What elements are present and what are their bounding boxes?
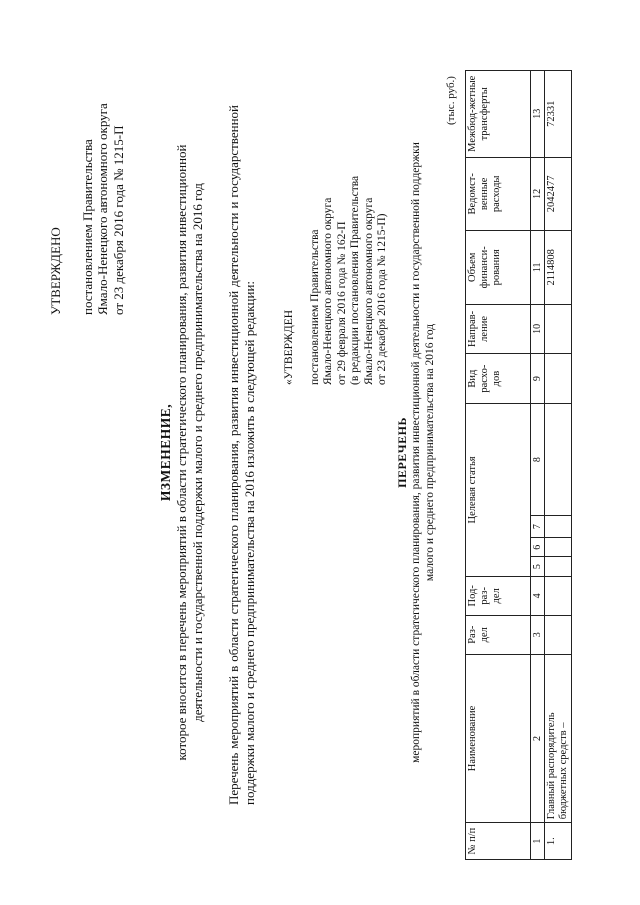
column-number: 13 bbox=[531, 71, 545, 158]
row-transfers: 72331 bbox=[545, 71, 572, 158]
unit-note: (тыс. руб.) bbox=[445, 76, 457, 125]
table-number-row bbox=[531, 71, 545, 860]
change-title bbox=[158, 0, 205, 905]
row-name: Главный распорядитель бюджетных средств – bbox=[545, 654, 572, 823]
header-transfers: Межбюд-жетные трансферты bbox=[466, 71, 531, 158]
approval-line: постановлением Правительства bbox=[79, 139, 95, 315]
column-number: 9 bbox=[531, 354, 545, 404]
change-heading: ИЗМЕНЕНИЕ, bbox=[158, 403, 173, 502]
change-subtitle-line: которое вносится в перечень мероприятий в области стратегического планирования, развития инвестиционной bbox=[174, 144, 189, 761]
list-subtitle-line: мероприятий в области стратегического планирования, развития инвестиционной деятельности и государственной поддержки bbox=[410, 142, 422, 763]
header-direction: Направ-ление bbox=[466, 304, 531, 354]
funding-table bbox=[465, 70, 572, 860]
row-direction bbox=[545, 304, 572, 354]
row-num: 1. bbox=[545, 823, 572, 860]
table-row bbox=[545, 71, 572, 860]
header-target: Целевая статья bbox=[466, 403, 531, 576]
approval-quote-title: «УТВЕРЖДЕН bbox=[283, 309, 295, 385]
header-funding: Объем финанси-рования bbox=[466, 231, 531, 304]
approval-line: Ямало-Ненецкого автономного округа bbox=[95, 103, 110, 315]
column-number: 12 bbox=[531, 157, 545, 230]
row-target-d bbox=[545, 403, 572, 515]
intro-paragraph: Перечень мероприятий в области стратегического планирования, развития инвестиционной деятельности и государственной поддержки малого и среднего предпринимательства на 2016 изложить в следующей редакции: bbox=[226, 105, 257, 805]
approval-quote-line: от 23 декабря 2016 года № 1215-П) bbox=[376, 213, 388, 385]
list-heading: ПЕРЕЧЕНЬ bbox=[395, 417, 409, 488]
column-number: 8 bbox=[531, 403, 545, 515]
header-section: Раз-дел bbox=[466, 615, 531, 654]
row-target-c bbox=[545, 516, 572, 538]
row-section bbox=[545, 615, 572, 654]
header-name: Наименование bbox=[466, 654, 531, 823]
approval-quote-line: Ямало-Ненецкого автономного округа bbox=[322, 197, 334, 385]
header-expense-type: Вид расхо-дов bbox=[466, 354, 531, 404]
approval-quote bbox=[283, 125, 390, 385]
header-departmental: Ведомст-венные расходы bbox=[466, 157, 531, 230]
column-number: 5 bbox=[531, 557, 545, 576]
row-expense-type bbox=[545, 354, 572, 404]
row-target-b bbox=[545, 537, 572, 556]
change-subtitle-line: деятельности и государственной поддержки малого и среднего предпринимательства на 2016 год bbox=[189, 183, 205, 722]
row-departmental: 2042477 bbox=[545, 157, 572, 230]
header-num: № п/п bbox=[466, 823, 531, 860]
column-number: 4 bbox=[531, 576, 545, 615]
column-number: 6 bbox=[531, 537, 545, 556]
column-number: 11 bbox=[531, 231, 545, 304]
column-number: 2 bbox=[531, 654, 545, 823]
row-funding: 2114808 bbox=[545, 231, 572, 304]
table-header-row bbox=[466, 71, 531, 860]
row-target-a bbox=[545, 557, 572, 576]
column-number: 10 bbox=[531, 304, 545, 354]
column-number: 3 bbox=[531, 615, 545, 654]
approval-quote-line: постановлением Правительства bbox=[308, 229, 321, 385]
list-title bbox=[395, 0, 437, 905]
approval-title: УТВЕРЖДЕНО bbox=[48, 227, 63, 315]
list-subtitle-line: малого и среднего предпринимательства на 2016 год bbox=[423, 323, 436, 582]
row-subsection bbox=[545, 576, 572, 615]
approval-quote-line: от 29 февраля 2016 года № 162-П bbox=[335, 221, 348, 385]
approval-line: от 23 декабря 2016 года № 1215-П bbox=[110, 125, 126, 315]
header-subsection: Под-раз-дел bbox=[466, 576, 531, 615]
column-number: 7 bbox=[531, 516, 545, 538]
approval-stamp bbox=[48, 55, 126, 315]
approval-quote-line: (в редакции постановления Правительства bbox=[349, 175, 361, 385]
column-number: 1 bbox=[531, 823, 545, 860]
approval-quote-line: Ямало-Ненецкого автономного округа bbox=[362, 197, 375, 385]
